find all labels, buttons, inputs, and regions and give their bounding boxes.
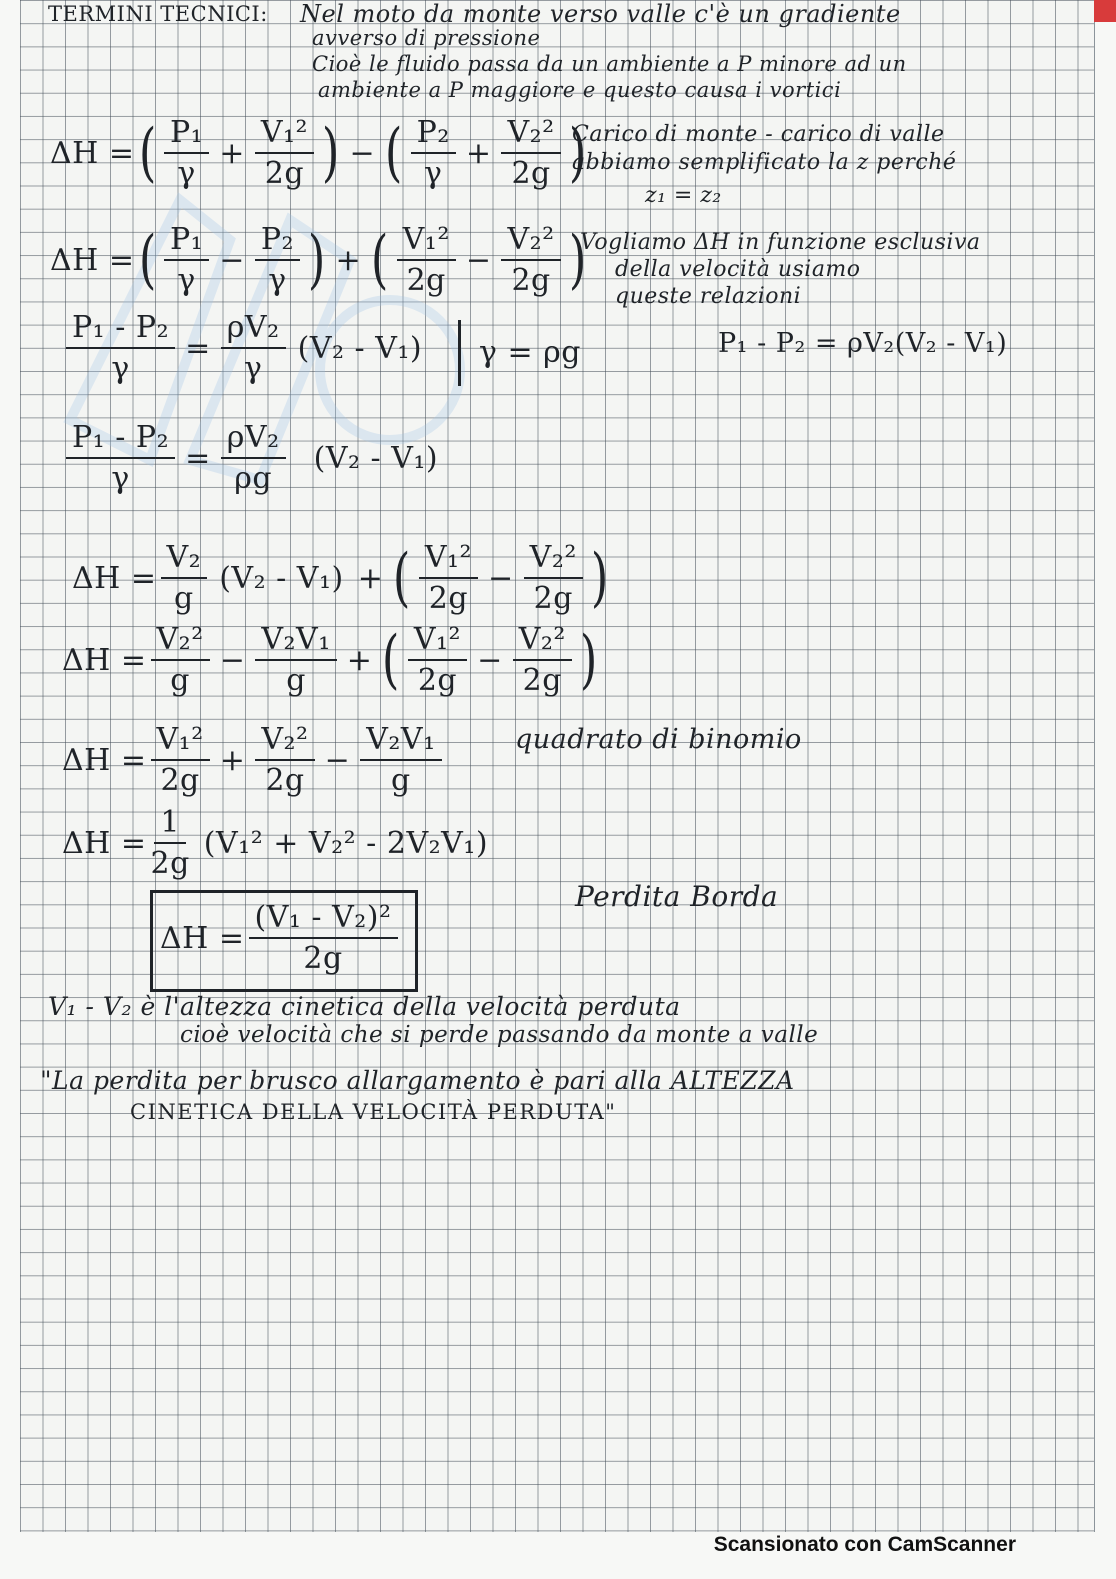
eq7-bden: 2g	[265, 763, 305, 798]
eq3-rden: γ	[243, 351, 263, 386]
eq3-frac-right	[221, 310, 286, 386]
eq6-plus: +	[346, 642, 373, 678]
eq4-rnum: ρV₂	[221, 420, 286, 459]
eq2-v1: V₁²	[397, 222, 456, 261]
eq7-plus: +	[219, 742, 246, 778]
eq1-p2: P₂	[411, 115, 456, 154]
eq8-body: (V₁² + V₂² - 2V₂V₁)	[203, 825, 489, 861]
eq6-v1: V₁²	[408, 622, 467, 661]
closing-line-2: cioè velocità che si perde passando da monte a valle	[180, 1022, 819, 1048]
eq6-anum: V₂²	[151, 622, 210, 661]
eq5-paren-close: )	[590, 541, 609, 615]
equation-5	[72, 540, 612, 616]
eq1-paren-close-2: )	[568, 116, 587, 190]
closing-line-3: "La perdita per brusco allargamento è pari alla ALTEZZA	[40, 1066, 795, 1095]
header-label: TERMINI TECNICI:	[48, 2, 268, 26]
eq5-fden: g	[173, 581, 194, 616]
eq7-note: quadrato di binomio	[515, 724, 802, 755]
result-frac	[249, 900, 398, 976]
eq3-frac-left	[66, 310, 175, 386]
eq6-lhs: ΔH =	[62, 642, 147, 678]
eq4-rden: ρg	[234, 461, 273, 496]
eq1-plus-2: +	[465, 135, 492, 171]
eq2-lhs: ΔH =	[50, 242, 135, 278]
equation-4	[62, 420, 438, 496]
eq2-frac-v2	[501, 222, 560, 298]
eq3-equals: =	[185, 330, 211, 366]
eq6-v2: V₂²	[513, 622, 572, 661]
equation-8	[62, 805, 488, 881]
eq1-minus: −	[349, 135, 376, 171]
eq6-frac-b	[255, 622, 336, 698]
eq4-equals: =	[185, 440, 211, 476]
eq7-minus: −	[324, 742, 351, 778]
eq2-minus: −	[219, 242, 245, 278]
eq1-g2: γ	[424, 156, 443, 191]
note2-line-3: queste relazioni	[615, 284, 802, 309]
eq6-minus-2: −	[477, 642, 503, 678]
result-equation	[160, 900, 402, 976]
eq5-frac-v1	[419, 540, 478, 616]
eq5-v2: V₂²	[524, 540, 583, 579]
eq1-paren-open: (	[138, 116, 157, 190]
eq7-lhs: ΔH =	[62, 742, 147, 778]
eq6-frac-v1	[408, 622, 467, 698]
eq1-lhs: ΔH =	[50, 135, 135, 171]
result-lhs: ΔH =	[160, 920, 245, 956]
eq5-plus: +	[357, 560, 384, 596]
eq2-paren-open-2: (	[370, 223, 389, 297]
eq2-paren-open: (	[138, 223, 157, 297]
eq8-fnum: 1	[154, 805, 186, 844]
eq8-fden: 2g	[150, 846, 190, 881]
eq6-bden: g	[286, 663, 306, 698]
result-num: (V₁ - V₂)²	[249, 900, 398, 939]
eq2-frac-p2	[255, 222, 300, 298]
eq2-d2: 2g	[511, 263, 551, 298]
eq5-d2: 2g	[533, 581, 573, 616]
eq6-aden: g	[170, 663, 190, 698]
eq6-minus: −	[219, 642, 246, 678]
eq2-v2: V₂²	[501, 222, 560, 261]
eq1-plus: +	[219, 135, 245, 171]
eq3-rnum: ρV₂	[221, 310, 286, 349]
eq6-frac-v2	[513, 622, 572, 698]
eq3-tail: (V₂ - V₁)	[297, 330, 423, 366]
eq1-v2: V₂²	[501, 115, 560, 154]
eq3-relation-2: P₁ - P₂ = ρV₂(V₂ - V₁)	[718, 328, 1008, 359]
closing-line-4: CINETICA DELLA VELOCITÀ PERDUTA"	[130, 1100, 617, 1124]
header-line-2: avverso di pressione	[312, 26, 541, 50]
eq1-d1: 2g	[264, 156, 305, 191]
equation-3	[62, 310, 422, 386]
eq7-cnum: V₂V₁	[360, 722, 441, 761]
equation-7	[62, 722, 446, 798]
eq7-aden: 2g	[160, 763, 200, 798]
result-name: Perdita Borda	[575, 880, 779, 913]
eq2-d1: 2g	[406, 263, 446, 298]
red-corner-mark	[1094, 0, 1116, 22]
eq2-minus-2: −	[465, 242, 492, 278]
eq4-frac-left	[66, 420, 175, 496]
note2-line-1: Vogliamo ΔH in funzione esclusiva	[580, 230, 981, 255]
eq6-paren-close: )	[579, 623, 598, 697]
eq1-paren-open-2: (	[384, 116, 403, 190]
eq7-cden: g	[391, 763, 411, 798]
eq4-tail: (V₂ - V₁)	[313, 440, 439, 476]
eq2-frac-p1	[164, 222, 209, 298]
eq8-lhs: ΔH =	[62, 825, 147, 861]
eq7-frac-c	[360, 722, 441, 798]
eq1-frac-p1	[164, 115, 209, 191]
eq1-frac-v1	[255, 115, 314, 191]
eq5-frac	[161, 540, 208, 616]
eq2-plus: +	[335, 242, 362, 278]
eq2-p1: P₁	[164, 222, 209, 261]
eq5-mid: (V₂ - V₁)	[219, 560, 344, 596]
eq1-v1: V₁²	[255, 115, 314, 154]
eq5-lhs: ΔH =	[72, 560, 157, 596]
eq2-p2: P₂	[255, 222, 300, 261]
result-den: 2g	[303, 941, 343, 976]
eq5-v1: V₁²	[419, 540, 478, 579]
closing-line-1: V₁ - V₂ è l'altezza cinetica della velocità perduta	[48, 992, 681, 1021]
note1-line-1: Carico di monte - carico di valle	[572, 122, 945, 147]
eq6-frac-a	[151, 622, 210, 698]
eq7-bnum: V₂²	[255, 722, 314, 761]
eq5-d1: 2g	[428, 581, 469, 616]
eq3-num: P₁ - P₂	[66, 310, 175, 349]
eq8-frac	[151, 805, 190, 881]
eq6-d2: 2g	[522, 663, 562, 698]
note1-line-2: abbiamo semplificato la z perché	[572, 150, 957, 175]
equation-1	[50, 115, 590, 191]
eq1-paren-close: )	[321, 116, 340, 190]
eq5-paren-open: (	[393, 541, 411, 615]
eq2-paren-close: )	[307, 223, 326, 297]
eq1-g1: γ	[177, 156, 196, 191]
eq5-frac-v2	[524, 540, 583, 616]
eq2-paren-close-2: )	[568, 223, 587, 297]
eq4-den: γ	[111, 461, 130, 496]
eq1-p1: P₁	[164, 115, 209, 154]
eq4-num: P₁ - P₂	[66, 420, 175, 459]
header-line-1: Nel moto da monte verso valle c'è un gradiente	[300, 0, 901, 28]
eq3-relation: γ = ρg	[458, 320, 581, 386]
eq7-frac-b	[255, 722, 314, 798]
equation-2	[50, 222, 590, 298]
eq2-frac-v1	[397, 222, 456, 298]
note1-line-3: z₁ = z₂	[645, 183, 722, 208]
eq3-den: γ	[111, 351, 130, 386]
eq6-d1: 2g	[417, 663, 458, 698]
eq4-frac-right	[221, 420, 286, 496]
eq5-fnum: V₂	[161, 540, 208, 579]
eq5-minus: −	[488, 560, 514, 596]
header-line-4: ambiente a P maggiore e questo causa i vortici	[318, 78, 842, 102]
eq6-paren-open: (	[382, 623, 401, 697]
eq2-g1: γ	[177, 263, 196, 298]
eq1-frac-p2	[411, 115, 456, 191]
eq7-anum: V₁²	[151, 722, 210, 761]
camscanner-footer: Scansionato con CamScanner	[713, 1533, 1016, 1556]
eq1-frac-v2	[501, 115, 560, 191]
eq2-g2: γ	[268, 263, 287, 298]
eq7-frac-a	[151, 722, 210, 798]
eq1-d2: 2g	[511, 156, 551, 191]
note2-line-2: della velocità usiamo	[615, 257, 861, 282]
equation-6	[62, 622, 601, 698]
eq6-bnum: V₂V₁	[255, 622, 336, 661]
header-line-3: Cioè le fluido passa da un ambiente a P minore ad un	[312, 52, 907, 76]
